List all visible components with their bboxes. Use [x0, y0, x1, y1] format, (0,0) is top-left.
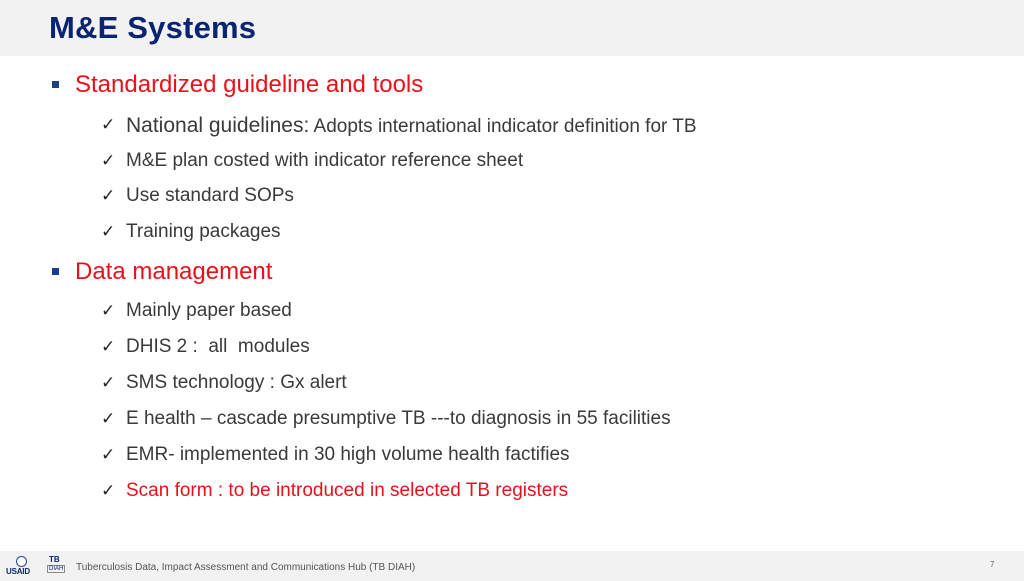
tb-diah-logo [45, 555, 67, 579]
checkmark-icon: ✓ [101, 301, 116, 321]
square-bullet-icon [52, 268, 59, 275]
checkmark-icon: ✓ [101, 115, 116, 135]
list-item-lead: National guidelines: [126, 114, 310, 137]
list-item-text: E health – cascade presumptive TB ---to diagnosis in 55 facilities [126, 408, 671, 429]
list-item-text: M&E plan costed with indicator reference sheet [126, 150, 524, 171]
checkmark-icon: ✓ [101, 337, 116, 357]
section-heading-label: Standardized guideline and tools [75, 71, 424, 98]
usaid-wordmark: USAID [6, 567, 30, 576]
checkmark-icon: ✓ [101, 445, 116, 465]
list-item-text [126, 114, 697, 138]
page-number: 7 [990, 560, 995, 569]
list-item-detail: Adopts international indicator definition for TB [309, 116, 697, 137]
tb-diah-logo-bottom: DIAH [49, 566, 64, 572]
footer-text: Tuberculosis Data, Impact Assessment and Communications Hub (TB DIAH) [76, 562, 416, 573]
slide-title: M&E Systems [49, 10, 257, 45]
list-item-text: EMR- implemented in 30 high volume health factifies [126, 444, 570, 465]
usaid-seal-icon [16, 556, 27, 567]
list-item-text: Mainly paper based [126, 300, 292, 321]
checkmark-icon: ✓ [101, 481, 116, 501]
checkmark-icon: ✓ [101, 151, 116, 171]
list-item-text: Use standard SOPs [126, 185, 294, 206]
list-item-text: Scan form : to be introduced in selected TB registers [126, 480, 569, 501]
list-item-text: DHIS 2 : all modules [126, 336, 310, 357]
section-heading-label: Data management [75, 258, 273, 285]
tb-diah-logo-top: TB [49, 555, 60, 564]
checkmark-icon: ✓ [101, 222, 116, 242]
list-item-text: SMS technology : Gx alert [126, 372, 347, 393]
list-item-text: Training packages [126, 221, 281, 242]
square-bullet-icon [52, 81, 59, 88]
checkmark-icon: ✓ [101, 409, 116, 429]
usaid-logo [6, 556, 36, 578]
checkmark-icon: ✓ [101, 186, 116, 206]
checkmark-icon: ✓ [101, 373, 116, 393]
